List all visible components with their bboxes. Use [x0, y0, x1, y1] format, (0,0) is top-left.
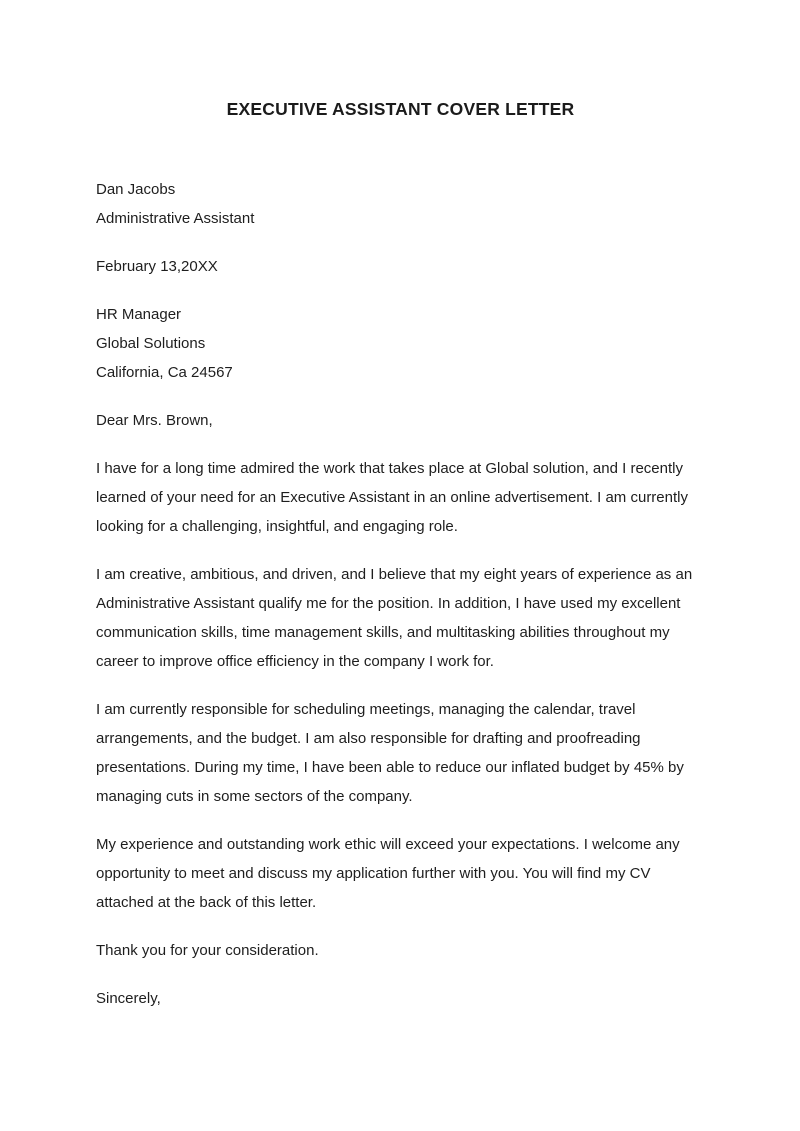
- sender-block: [96, 175, 705, 233]
- page-title: EXECUTIVE ASSISTANT COVER LETTER: [226, 99, 575, 119]
- recipient-title: HR Manager: [96, 306, 182, 323]
- recipient-address: California, Ca 24567: [96, 364, 233, 381]
- sender-role: Administrative Assistant: [96, 210, 255, 227]
- signoff-line: Sincerely,: [96, 990, 161, 1007]
- body-paragraph: I am currently responsible for scheduling meetings, managing the calendar, travel arrangements, and the budget. I am also responsible for drafting and proofreading presentations. During my time, I have been able to reduce our inflated budget by 45% by managing cuts in some sectors of the company.: [96, 701, 684, 805]
- recipient-company: Global Solutions: [96, 335, 206, 352]
- recipient-block: [96, 300, 705, 387]
- body-paragraph: I am creative, ambitious, and driven, and I believe that my eight years of experience as an Administrative Assistant qualify me for the position. In addition, I have used my excellent communication skills, time management skills, and multitasking abilities throughout my career to improve office efficiency in the company I work for.: [96, 566, 693, 670]
- thanks-line: Thank you for your consideration.: [96, 942, 319, 959]
- body-paragraph: I have for a long time admired the work that takes place at Global solution, and I recently learned of your need for an Executive Assistant in an online advertisement. I am currently looking for a challenging, insightful, and engaging role.: [96, 460, 688, 535]
- sender-name: Dan Jacobs: [96, 181, 176, 198]
- salutation: Dear Mrs. Brown,: [96, 412, 213, 429]
- date-block: [96, 252, 705, 281]
- body-paragraph: My experience and outstanding work ethic will exceed your expectations. I welcome any opportunity to meet and discuss my application further with you. You will find my CV attached at the back of this letter.: [96, 836, 680, 911]
- letter-date: February 13,20XX: [96, 258, 218, 275]
